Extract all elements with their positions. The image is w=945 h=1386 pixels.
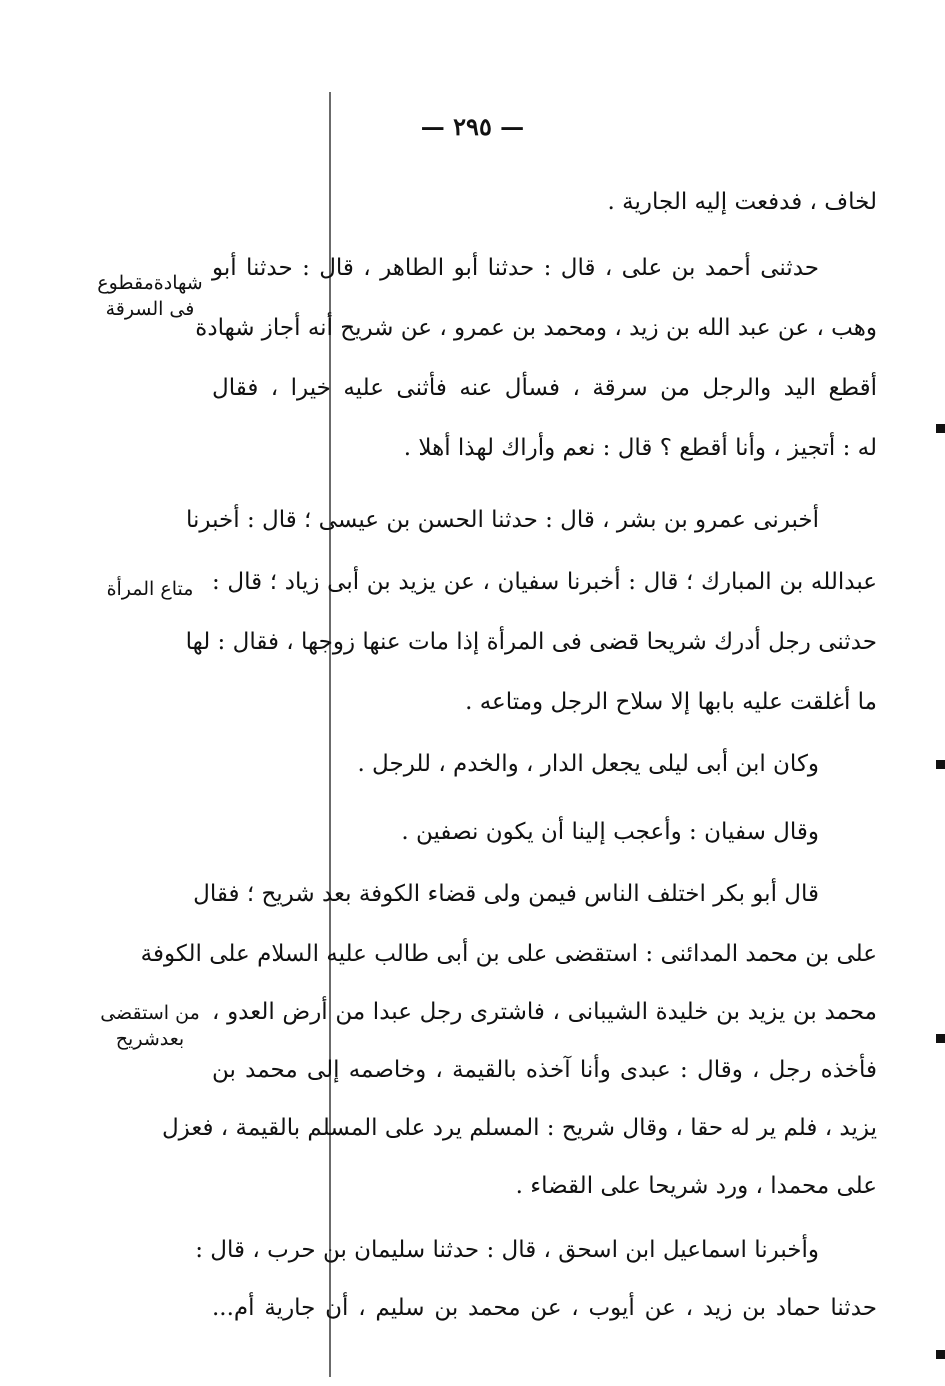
margin-note-line: شهادةمقطوع bbox=[97, 272, 203, 294]
text-line: فأخذه رجل ، وقال : عبدى وأنا آخذه بالقيمة ، وخاصمه إلى محمد بن bbox=[212, 1057, 877, 1083]
text-line: لخاف ، فدفعت إليه الجارية . bbox=[607, 189, 877, 215]
text-line: أخبرنى عمرو بن بشر ، قال : حدثنا الحسن بن عيسى ؛ قال : أخبرنا bbox=[186, 507, 819, 533]
margin-note-line: فى السرقة bbox=[105, 298, 195, 320]
text-line: محمد بن يزيد بن خليدة الشيبانى ، فاشترى رجل عبدا من أرض العدو ، bbox=[212, 999, 877, 1025]
edge-mark bbox=[936, 760, 945, 769]
edge-mark bbox=[936, 424, 945, 433]
text-line: ما أغلقت عليه بابها إلا سلاح الرجل ومتاعه . bbox=[465, 689, 877, 715]
text-line: حدثنى أحمد بن على ، قال : حدثنا أبو الطاهر ، قال : حدثنا أبو bbox=[212, 255, 819, 281]
edge-mark bbox=[936, 1034, 945, 1043]
text-line: يزيد ، فلم ير له حقا ، وقال شريح : المسلم يرد على المسلم بالقيمة ، فعزل bbox=[161, 1115, 877, 1141]
margin-note-line: من استقضى bbox=[100, 1002, 200, 1024]
text-line: وهب ، عن عبد الله بن زيد ، ومحمد بن عمرو ، عن شريح أنه أجاز شهادة bbox=[195, 315, 877, 341]
edge-mark bbox=[936, 1350, 945, 1359]
text-line: عبدالله بن المبارك ؛ قال : أخبرنا سفيان ، عن يزيد بن أبى زياد ؛ قال : bbox=[212, 569, 877, 595]
text-line: وأخبرنا اسماعيل ابن اسحق ، قال : حدثنا سليمان بن حرب ، قال : bbox=[195, 1237, 819, 1263]
text-line: له : أتجيز ، وأنا أقطع ؟ قال : نعم وأراك لهذا أهلا . bbox=[403, 435, 877, 461]
text-line: على بن محمد المدائنى : استقضى على بن أبى طالب عليه السلام على الكوفة bbox=[140, 941, 877, 967]
text-line: على محمدا ، ورد شريحا على القضاء . bbox=[515, 1173, 877, 1199]
text-line: حدثنى رجل أدرك شريحا قضى فى المرأة إذا مات عنها زوجها ، فقال : لها bbox=[185, 629, 877, 655]
page-number: — ٢٩٥ — bbox=[420, 112, 525, 141]
margin-note-line: بعدشريح bbox=[115, 1028, 185, 1050]
margin-note-womans-goods bbox=[90, 576, 210, 602]
text-line: وكان ابن أبى ليلى يجعل الدار ، والخدم ، للرجل . bbox=[357, 751, 819, 777]
text-line: قال أبو بكر اختلف الناس فيمن ولى قضاء الكوفة بعد شريح ؛ فقال bbox=[193, 881, 819, 907]
text-line: أقطع اليد والرجل من سرقة ، فسأل عنه فأثنى عليه خيرا ، فقال bbox=[212, 375, 877, 401]
margin-note-testimony bbox=[90, 270, 210, 322]
text-line: وقال سفيان : وأعجب إلينا أن يكون نصفين . bbox=[401, 819, 819, 845]
margin-note-judges-after-shurayh bbox=[90, 1000, 210, 1052]
text-line: حدثنا حماد بن زيد ، عن أيوب ، عن محمد بن سليم ، أن جارية أم... bbox=[212, 1295, 877, 1321]
margin-note-line: متاع المرأة bbox=[106, 578, 194, 600]
